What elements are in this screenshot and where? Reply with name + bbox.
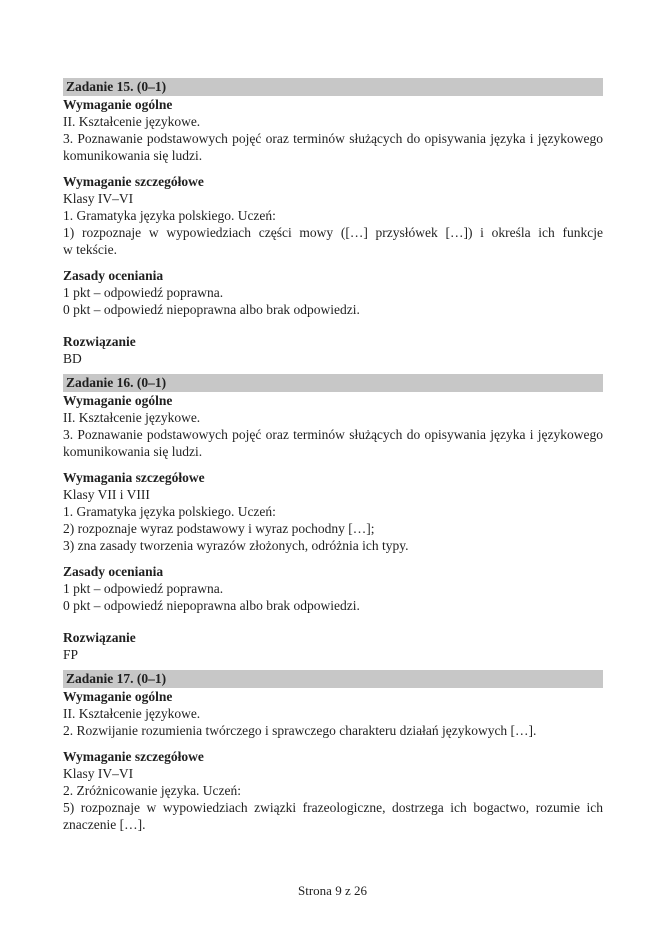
paragraph: II. Kształcenie językowe. (63, 706, 201, 721)
task-16-section-solution (63, 629, 603, 663)
section-heading: Wymaganie szczegółowe (63, 174, 204, 189)
paragraph: 3) zna zasady tworzenia wyrazów złożonych, odróżnia ich typy. (63, 538, 409, 553)
task-17 (63, 670, 603, 833)
paragraph: 1 pkt – odpowiedź poprawna. (63, 581, 224, 596)
task-15-title: Zadanie 15. (0–1) (66, 79, 167, 94)
paragraph: 1. Gramatyka języka polskiego. Uczeń: (63, 208, 276, 223)
paragraph: Klasy VII i VIII (63, 487, 150, 502)
section-heading: Rozwiązanie (63, 630, 136, 645)
paragraph: 5) rozpoznaje w wypowiedziach związki frazeologiczne, dostrzega ich bogactwo, rozumie ich znaczenie […]. (63, 800, 603, 832)
section-heading: Zasady oceniania (63, 564, 164, 579)
section-heading: Wymaganie ogólne (63, 393, 173, 408)
task-16-section-scoring-rules (63, 563, 603, 614)
section-heading: Wymaganie ogólne (63, 689, 173, 704)
task-16-title: Zadanie 16. (0–1) (66, 375, 167, 390)
paragraph: 3. Poznawanie podstawowych pojęć oraz terminów służących do opisywania języka i językowego komunikowania się ludzi. (63, 427, 603, 459)
solution-answer: FP (63, 647, 79, 662)
task-15-section-solution (63, 333, 603, 367)
paragraph: 1. Gramatyka języka polskiego. Uczeń: (63, 504, 276, 519)
paragraph: 2. Zróżnicowanie języka. Uczeń: (63, 783, 242, 798)
task-16-section-general-requirement (63, 392, 603, 460)
task-15-section-specific-requirement (63, 173, 603, 258)
paragraph: 0 pkt – odpowiedź niepoprawna albo brak odpowiedzi. (63, 302, 360, 317)
paragraph: Klasy IV–VI (63, 766, 134, 781)
paragraph: II. Kształcenie językowe. (63, 410, 201, 425)
task-15 (63, 78, 603, 367)
task-15-section-general-requirement (63, 96, 603, 164)
page-number: Strona 9 z 26 (298, 883, 367, 898)
document-page-content (63, 78, 603, 833)
paragraph: 2) rozpoznaje wyraz podstawowy i wyraz pochodny […]; (63, 521, 375, 536)
task-16-section-specific-requirement (63, 469, 603, 554)
section-heading: Wymaganie ogólne (63, 97, 173, 112)
paragraph: 1) rozpoznaje w wypowiedziach części mowy ([…] przysłówek […]) i określa ich funkcje w tekście. (63, 225, 603, 257)
paragraph: 1 pkt – odpowiedź poprawna. (63, 285, 224, 300)
task-17-section-specific-requirement (63, 748, 603, 833)
section-heading: Wymaganie szczegółowe (63, 749, 204, 764)
task-17-header-bar (63, 670, 603, 688)
section-heading: Zasady oceniania (63, 268, 164, 283)
task-15-section-scoring-rules (63, 267, 603, 318)
paragraph: 0 pkt – odpowiedź niepoprawna albo brak odpowiedzi. (63, 598, 360, 613)
paragraph: II. Kształcenie językowe. (63, 114, 201, 129)
task-17-section-general-requirement (63, 688, 603, 739)
task-16 (63, 374, 603, 663)
paragraph: 2. Rozwijanie rozumienia twórczego i sprawczego charakteru działań językowych […]. (63, 723, 537, 738)
paragraph: 3. Poznawanie podstawowych pojęć oraz terminów służących do opisywania języka i językowego komunikowania się ludzi. (63, 131, 603, 163)
task-16-header-bar (63, 374, 603, 392)
page-footer (0, 883, 665, 898)
section-heading: Wymagania szczegółowe (63, 470, 205, 485)
paragraph: Klasy IV–VI (63, 191, 134, 206)
section-heading: Rozwiązanie (63, 334, 136, 349)
task-17-title: Zadanie 17. (0–1) (66, 671, 167, 686)
task-15-header-bar (63, 78, 603, 96)
solution-answer: BD (63, 351, 82, 366)
